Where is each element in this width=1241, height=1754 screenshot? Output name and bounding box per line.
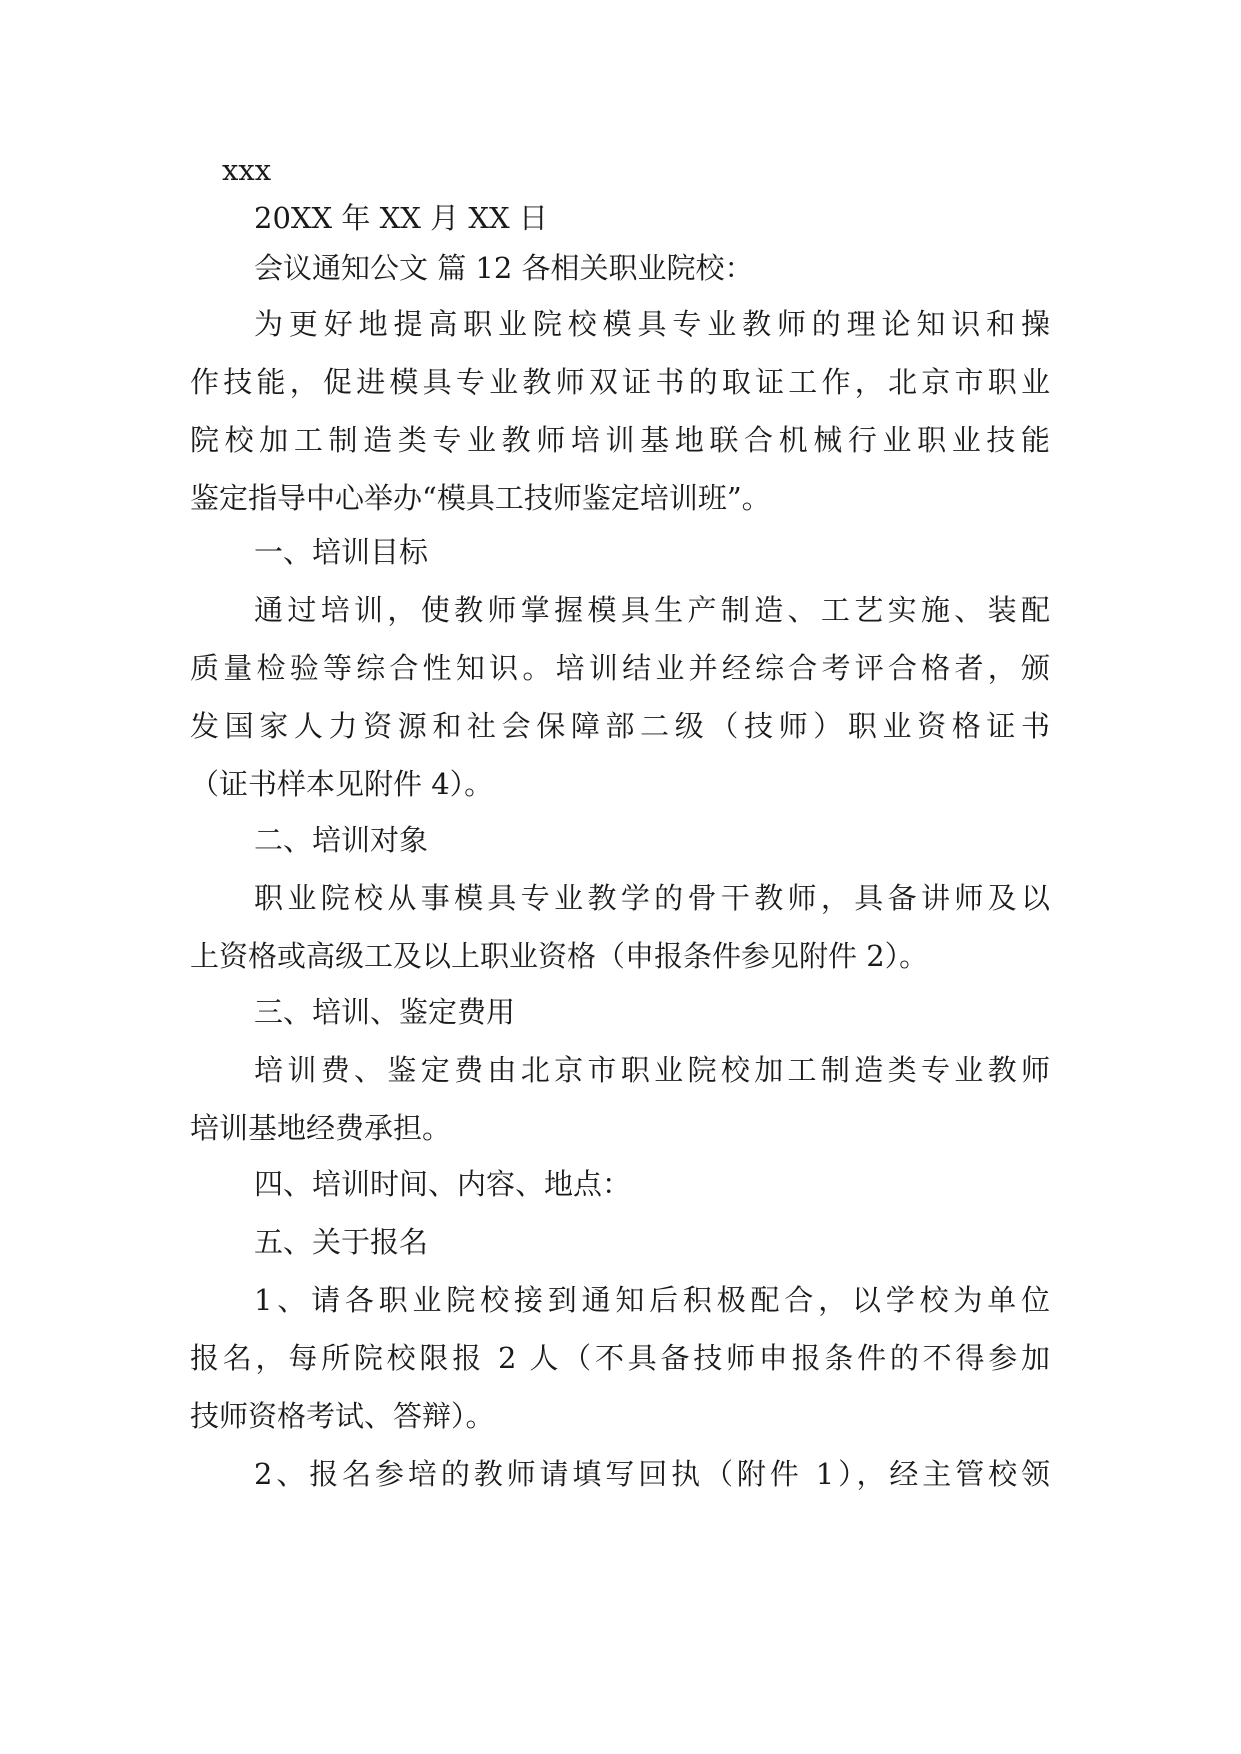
list-item-line: 1、请各职业院校接到通知后积极配合，以学校为单位 [254, 1283, 1050, 1317]
section-title: 三、培训、鉴定费用 [254, 995, 516, 1029]
section-body-line: 培训费、鉴定费由北京市职业院校加工制造类专业教师 [254, 1053, 1050, 1087]
section-body-line: （证书样本见附件 4）。 [190, 767, 494, 801]
intro-line: 作技能，促进模具专业教师双证书的取证工作，北京市职业 [190, 365, 1050, 399]
signature: xxx [222, 153, 272, 187]
date: 20XX 年 XX 月 XX 日 [254, 201, 548, 235]
list-item-line: 2、报名参培的教师请填写回执（附件 1），经主管校领 [254, 1457, 1050, 1491]
list-item-line: 报名，每所院校限报 2 人（不具备技师申报条件的不得参加 [190, 1341, 1050, 1375]
section-body-line: 上资格或高级工及以上职业资格（申报条件参见附件 2）。 [190, 939, 929, 973]
intro-line: 鉴定指导中心举办“模具工技师鉴定培训班”。 [190, 481, 771, 515]
section-title: 二、培训对象 [254, 823, 429, 857]
intro-line: 为更好地提高职业院校模具专业教师的理论知识和操 [254, 307, 1050, 341]
section-body-line: 质量检验等综合性知识。培训结业并经综合考评合格者，颁 [190, 651, 1050, 685]
section-title: 四、培训时间、内容、地点： [254, 1167, 632, 1201]
section-title: 五、关于报名 [254, 1225, 429, 1259]
list-item-line: 技师资格考试、答辩）。 [190, 1399, 495, 1433]
section-body-line: 职业院校从事模具专业教学的骨干教师，具备讲师及以 [254, 881, 1050, 915]
section-title: 一、培训目标 [254, 535, 429, 569]
heading-line: 会议通知公文 篇 12 各相关职业院校： [254, 251, 754, 285]
intro-line: 院校加工制造类专业教师培训基地联合机械行业职业技能 [190, 423, 1050, 457]
section-body-line: 培训基地经费承担。 [190, 1111, 452, 1145]
section-body-line: 通过培训，使教师掌握模具生产制造、工艺实施、装配 [254, 593, 1050, 627]
section-body-line: 发国家人力资源和社会保障部二级（技师）职业资格证书 [190, 709, 1050, 743]
